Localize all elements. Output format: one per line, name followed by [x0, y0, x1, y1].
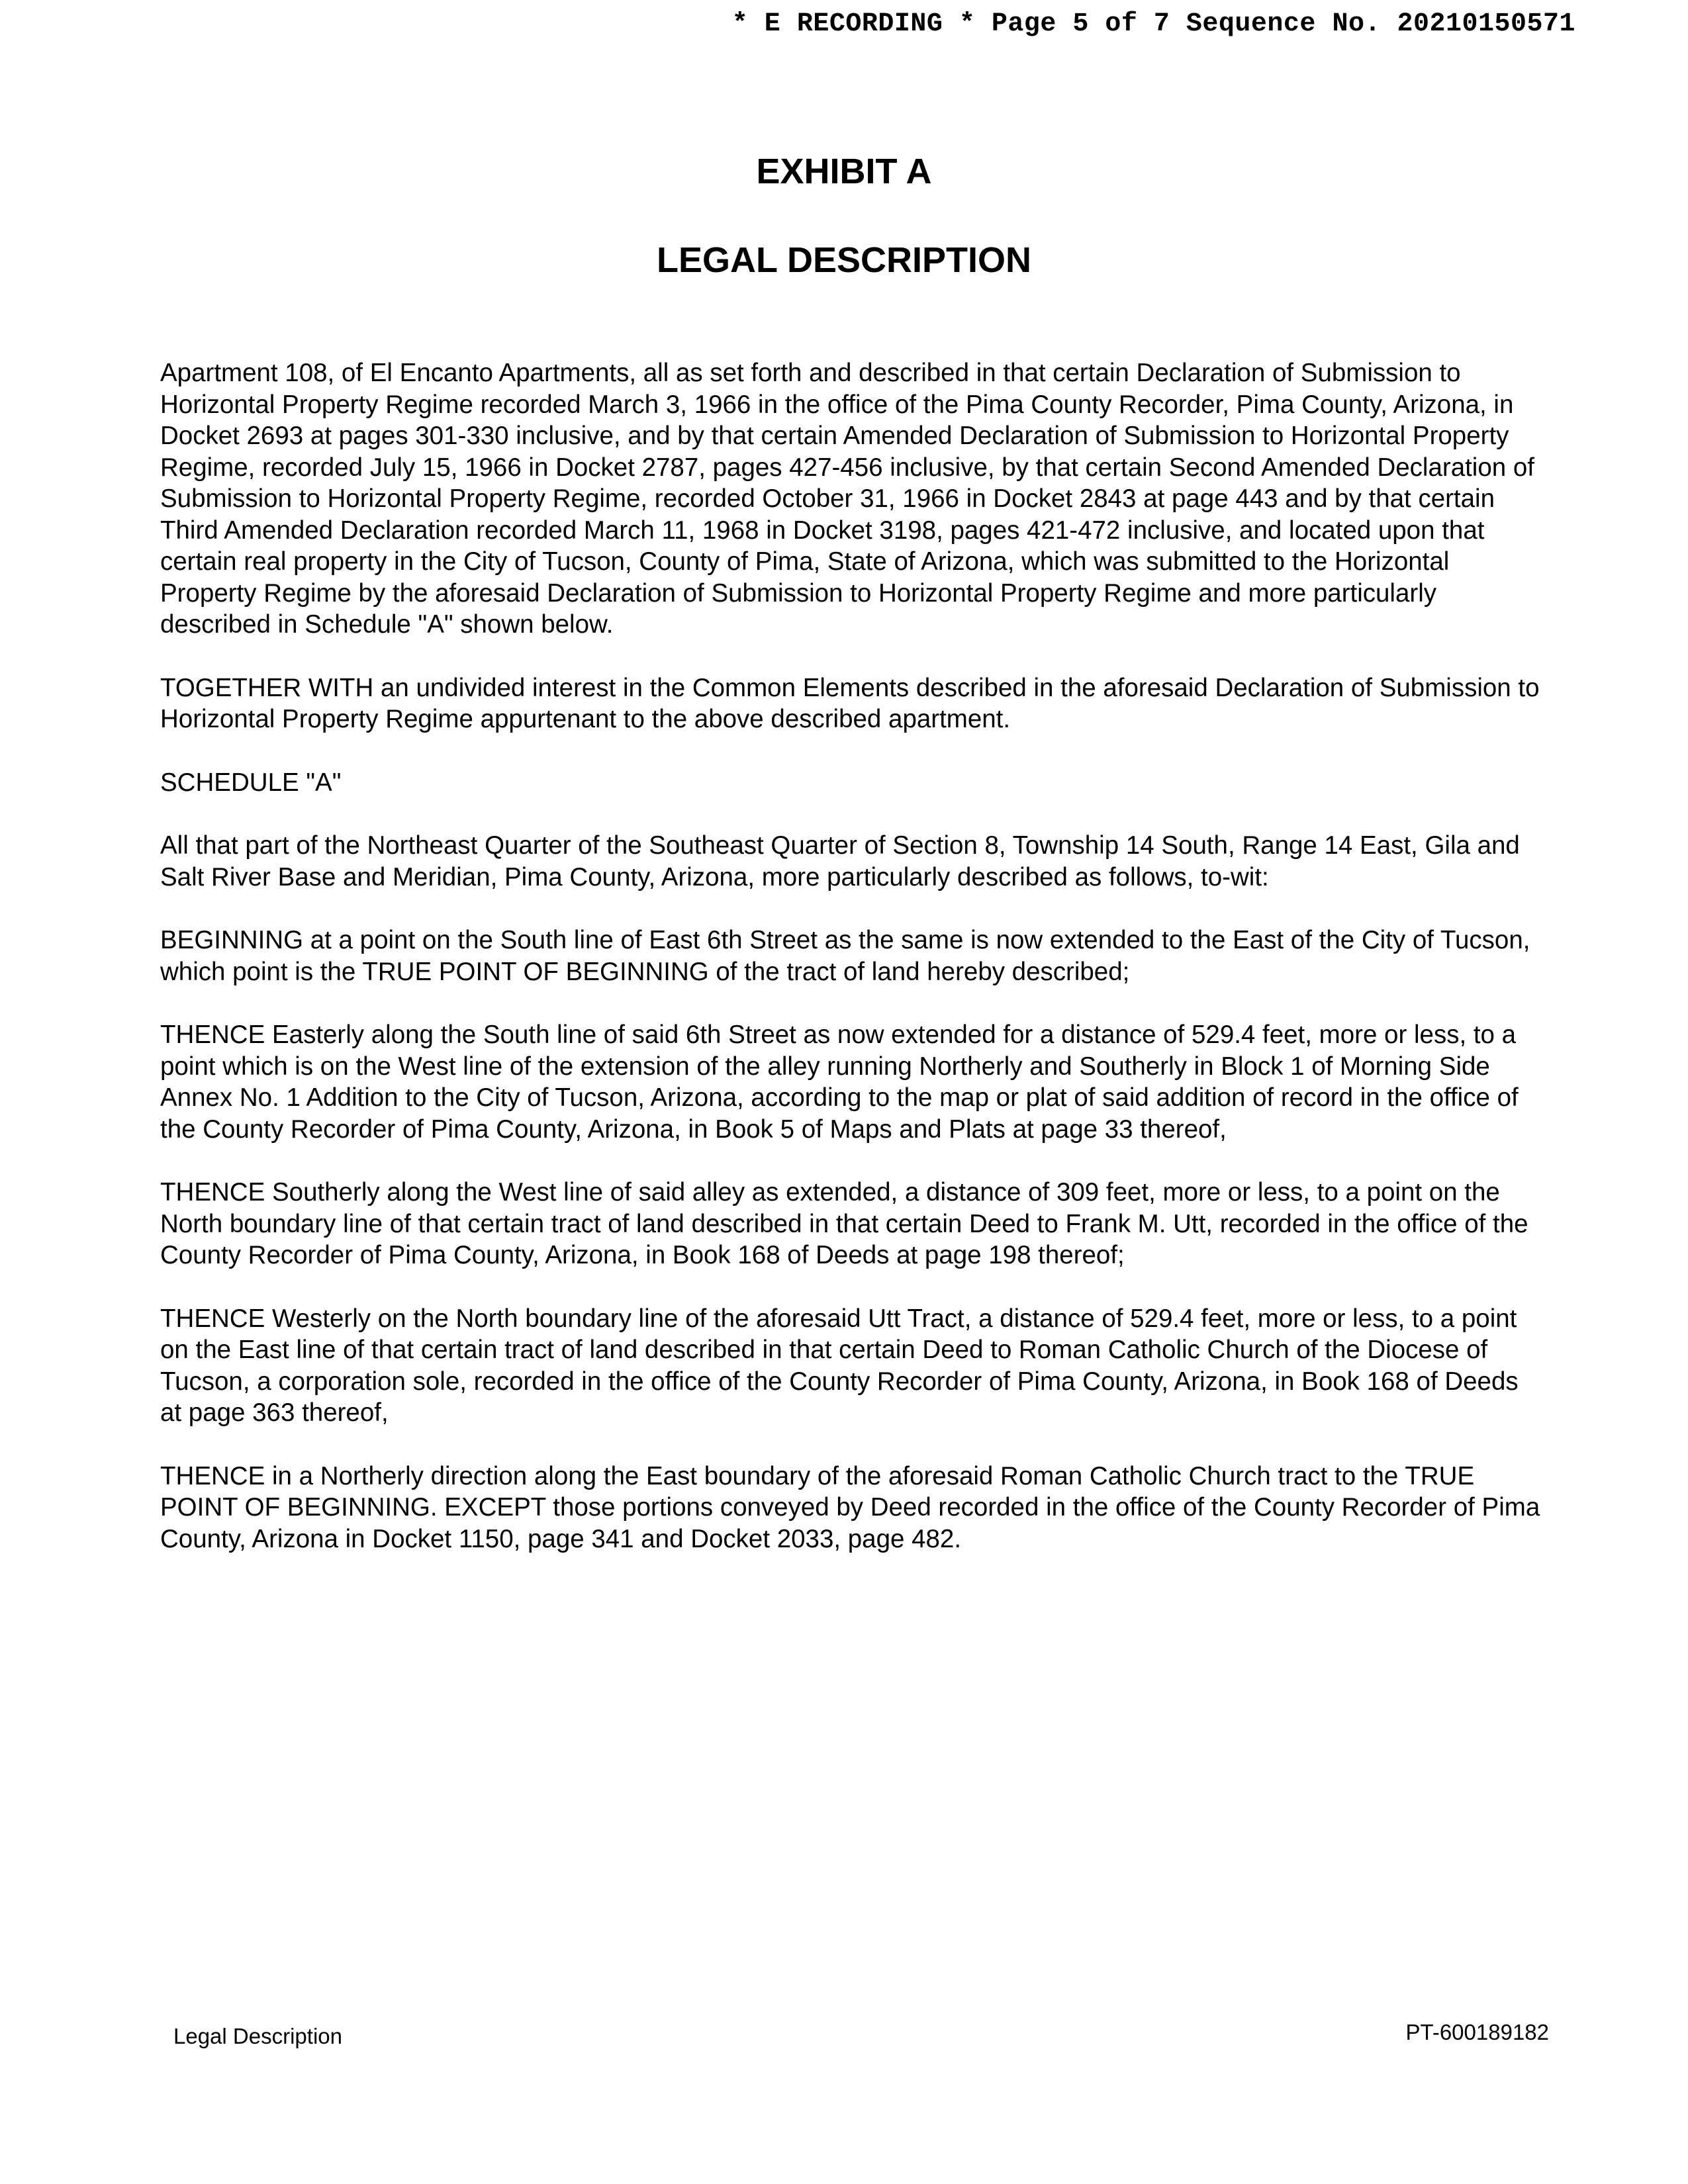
together-with-paragraph: TOGETHER WITH an undivided interest in the Common Elements described in the aforesaid Declaration of Submission to Horizontal Property Regime appurtenant to the above described apartment. [160, 673, 1540, 733]
apartment-paragraph: Apartment 108, of El Encanto Apartments, all as set forth and described in that certain Declaration of Submission to Horizontal Property Regime recorded March 3, 1966 in the office of the Pima County Recorder, Pima County, Arizona, in Docket 2693 at pages 301-330 inclusive, and by that certain Amended Declaration of Submission to Horizontal Property Regime, recorded July 15, 1966 in Docket 2787, pages 427-456 inclusive, by that certain Second Amended Declaration of Submission to Horizontal Property Regime, recorded October 31, 1966 in Docket 2843 at page 443 and by that certain Third Amended Declaration recorded March 11, 1968 in Docket 3198, pages 421-472 inclusive, and located upon that certain real property in the City of Tucson, County of Pima, State of Arizona, which was submitted to the Horizontal Property Regime by the aforesaid Declaration of Submission to Horizontal Property Regime and more particularly described in Schedule "A" shown below. [160, 359, 1534, 639]
beginning-paragraph: BEGINNING at a point on the South line of East 6th Street as the same is now extended to the East of the City of Tucson, which point is the TRUE POINT OF BEGINNING of the tract of land hereby described; [160, 926, 1530, 986]
thence-easterly-paragraph: THENCE Easterly along the South line of said 6th Street as now extended for a distance of 529.4 feet, more or less, to a point which is on the West line of the extension of the alley running Northerly and Southerly in Block 1 of Morning Side Annex No. 1 Addition to the City of Tucson, Arizona, according to the map or plat of said addition of record in the office of the County Recorder of Pima County, Arizona, in Book 5 of Maps and Plats at page 33 thereof, [160, 1021, 1519, 1144]
thence-westerly-paragraph: THENCE Westerly on the North boundary line of the aforesaid Utt Tract, a distance of 529.4 feet, more or less, to a point on the East line of that certain tract of land described in that certain Deed to Roman Catholic Church of the Diocese of Tucson, a corporation sole, recorded in the office of the County Recorder of Pima County, Arizona, in Book 168 of Deeds at page 363 thereof, [160, 1304, 1519, 1427]
legal-description-body [160, 357, 1544, 1586]
exhibit-title: EXHIBIT A [756, 152, 932, 191]
schedule-intro-paragraph: All that part of the Northeast Quarter of the Southeast Quarter of Section 8, Township 14 South, Range 14 East, Gila and Salt River Base and Meridian, Pima County, Arizona, more particularly described as follows, to-wit: [160, 831, 1520, 891]
schedule-heading: SCHEDULE "A" [160, 768, 342, 797]
footer-document-label: Legal Description [173, 2024, 342, 2048]
recording-stamp: * E RECORDING * Page 5 of 7 Sequence No. 20210150571 [731, 9, 1575, 39]
thence-southerly-paragraph: THENCE Southerly along the West line of said alley as extended, a distance of 309 feet, more or less, to a point on the North boundary line of that certain tract of land described in that certain Deed to Frank M. Utt, recorded in the office of the County Recorder of Pima County, Arizona, in Book 168 of Deeds at page 198 thereof; [160, 1178, 1528, 1269]
legal-description-title: LEGAL DESCRIPTION [656, 240, 1032, 280]
footer-file-number: PT-600189182 [1405, 2020, 1549, 2044]
thence-northerly-paragraph: THENCE in a Northerly direction along the East boundary of the aforesaid Roman Catholic Church tract to the TRUE POINT OF BEGINNING. EXCEPT those portions conveyed by Deed recorded in the office of the County Recorder of Pima County, Arizona in Docket 1150, page 341 and Docket 2033, page 482. [160, 1461, 1540, 1553]
